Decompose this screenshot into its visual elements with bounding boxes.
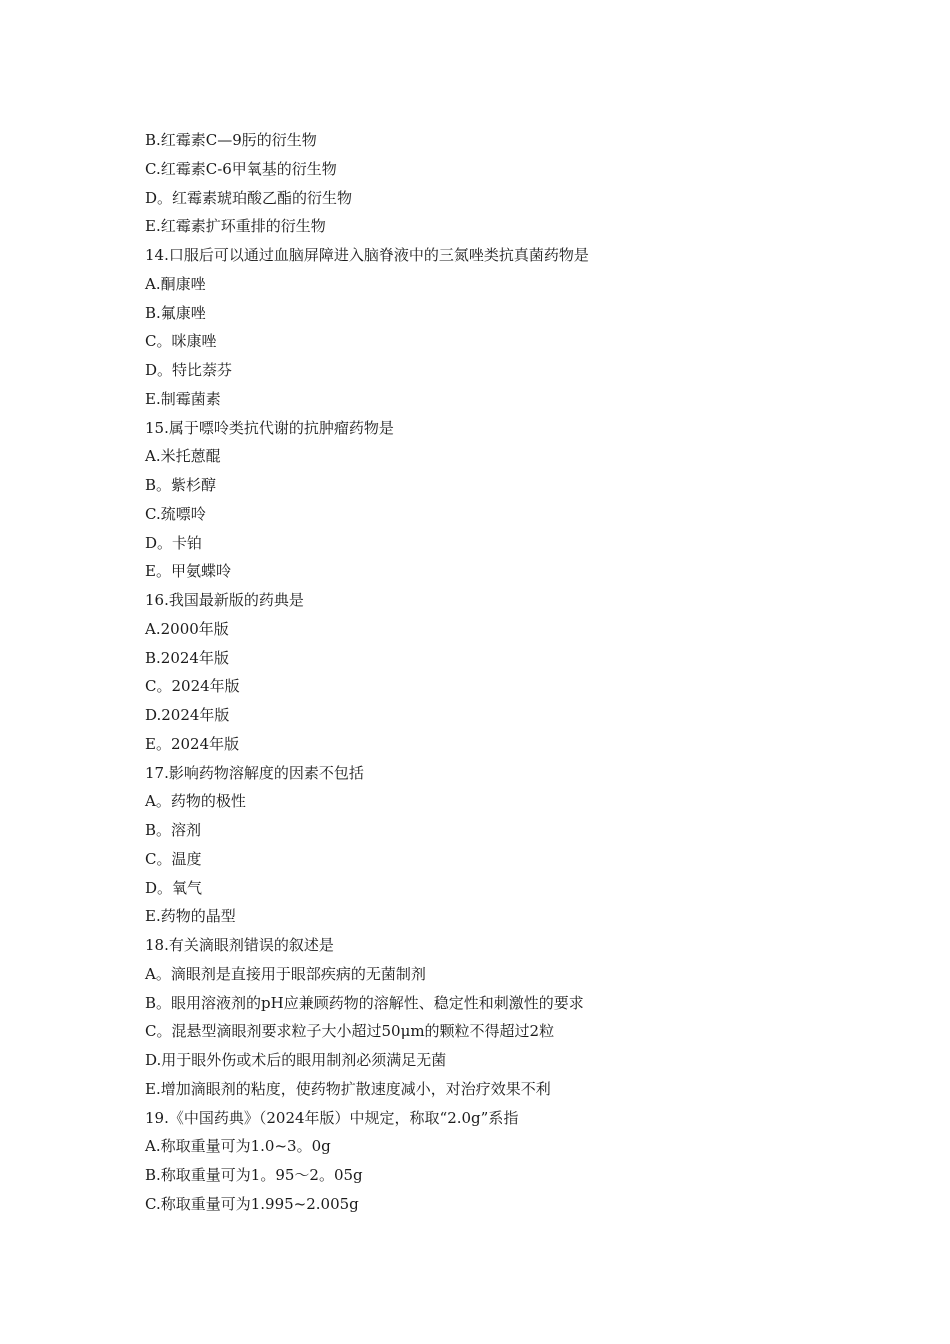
option-14c: C。咪康唑 — [145, 332, 217, 351]
option-18a: A。滴眼剂是直接用于眼部疾病的无菌制剂 — [145, 964, 426, 983]
option-14e: E.制霉菌素 — [145, 389, 221, 408]
question-16: 16.我国最新版的药典是 — [145, 591, 304, 609]
question-14: 14.口服后可以通过血脑屏障进入脑脊液中的三氮唑类抗真菌药物是 — [145, 246, 589, 264]
option-16d: D.2024年版 — [145, 706, 230, 724]
option-16a: A.2000年版 — [145, 619, 229, 638]
option-17c: C。温度 — [145, 849, 202, 868]
question-18: 18.有关滴眼剂错误的叙述是 — [145, 936, 334, 954]
option-17d: D。氧气 — [145, 878, 203, 897]
option-16e: E。2024年版 — [145, 734, 240, 753]
option-18c: C。混悬型滴眼剂要求粒子大小超过50μm的颗粒不得超过2粒 — [145, 1022, 555, 1041]
option-14d: D。特比萘芬 — [145, 361, 233, 379]
option-15d: D。卡铂 — [145, 533, 203, 552]
question-15: 15.属于嘌呤类抗代谢的抗肿瘤药物是 — [145, 418, 394, 437]
option-18e: E.增加滴眼剂的粘度，使药物扩散速度减小，对治疗效果不利 — [145, 1079, 551, 1098]
option-15e: E。甲氨蝶呤 — [145, 562, 231, 581]
option-16c: C。2024年版 — [145, 677, 240, 696]
document-body — [145, 126, 865, 1219]
option-19a: A.称取重量可为1.0~3。0g — [145, 1137, 331, 1156]
option-19b: B.称取重量可为1。95～2。05g — [145, 1166, 363, 1184]
question-17: 17.影响药物溶解度的因素不包括 — [145, 763, 364, 782]
option-19c: C.称取重量可为1.995~2.005g — [145, 1194, 359, 1213]
option-14b: B.氟康唑 — [145, 303, 206, 322]
option-18b: B。眼用溶液剂的pH应兼顾药物的溶解性、稳定性和刺激性的要求 — [145, 993, 584, 1012]
option-15a: A.米托蒽醌 — [145, 447, 221, 466]
option-17e: E.药物的晶型 — [145, 907, 236, 926]
option-13b: B.红霉素C—9肟的衍生物 — [145, 131, 317, 149]
option-15b: B。紫杉醇 — [145, 476, 217, 494]
option-13e: E.红霉素扩环重排的衍生物 — [145, 217, 326, 236]
option-15c: C.巯嘌呤 — [145, 504, 206, 523]
option-17b: B。溶剂 — [145, 821, 202, 839]
option-13d: D。红霉素琥珀酸乙酯的衍生物 — [145, 188, 353, 207]
option-18d: D.用于眼外伤或术后的眼用制剂必须满足无菌 — [145, 1051, 447, 1069]
option-14a: A.酮康唑 — [145, 274, 206, 293]
question-19: 19.《中国药典》（2024年版）中规定，称取“2.0g”系指 — [145, 1108, 519, 1127]
option-17a: A。药物的极性 — [145, 792, 246, 811]
option-16b: B.2024年版 — [145, 648, 229, 667]
option-13c: C.红霉素C-6甲氧基的衍生物 — [145, 159, 337, 178]
